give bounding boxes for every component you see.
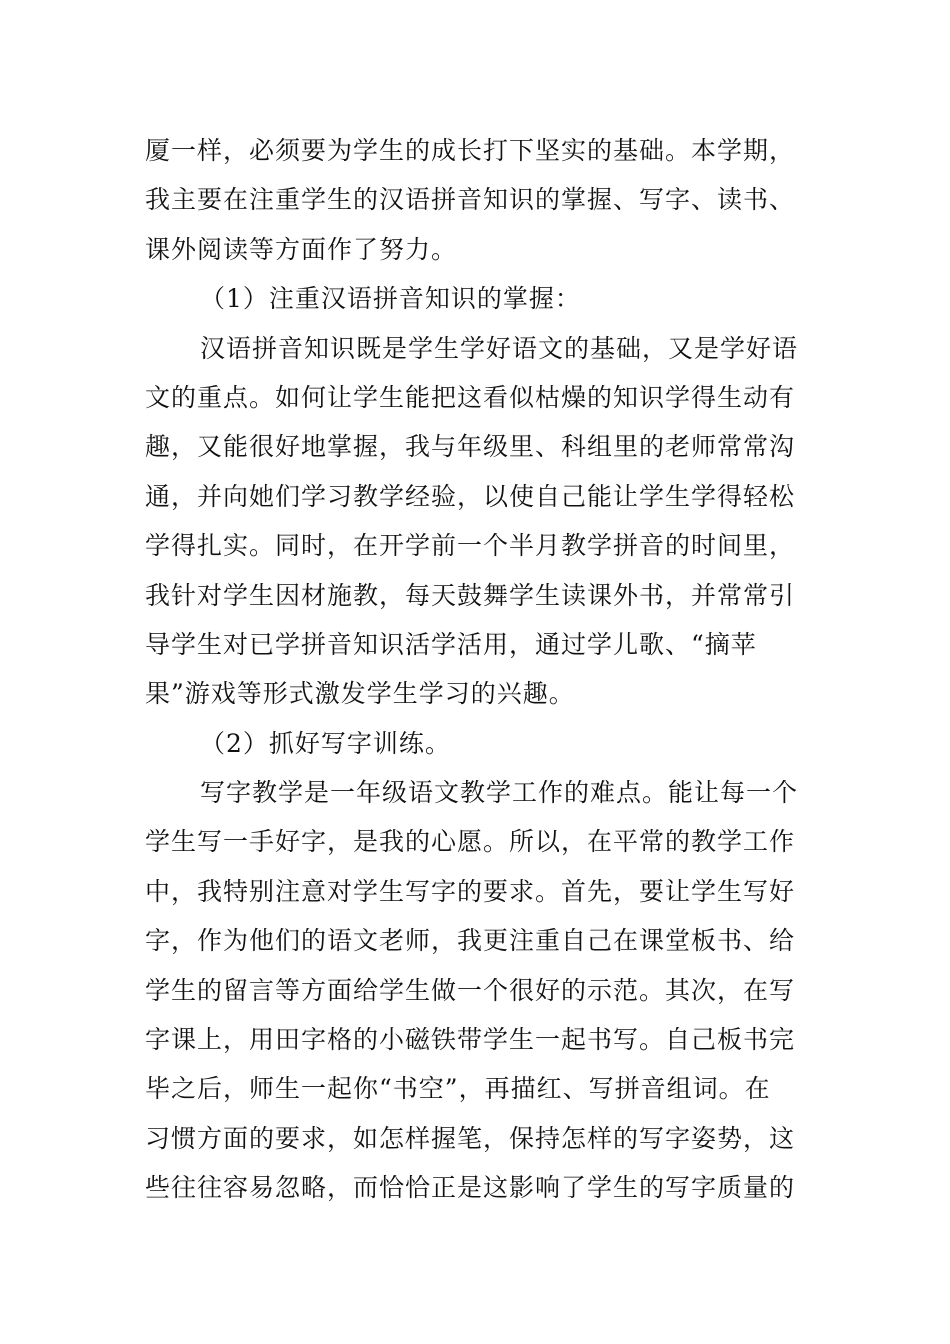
text-line-6: 文的重点。如何让学生能把这看似枯燥的知识学得生动有 bbox=[145, 382, 796, 412]
text-line-5: 汉语拼音知识既是学生学好语文的基础，又是学好语 bbox=[200, 333, 799, 363]
text-line-15: 学生写一手好字，是我的心愿。所以，在平常的教学工作 bbox=[145, 827, 796, 857]
text-line-19: 字课上，用田字格的小磁铁带学生一起书写。自己板书完 bbox=[145, 1025, 796, 1055]
text-line-12: 果”游戏等形式激发学生学习的兴趣。 bbox=[145, 679, 575, 709]
text-line-7: 趣，又能很好地掌握，我与年级里、科组里的老师常常沟 bbox=[145, 432, 796, 462]
text-line-10: 我针对学生因材施教，每天鼓舞学生读课外书，并常常引 bbox=[145, 580, 796, 610]
text-line-20: 毕之后，师生一起你“书空”，再描红、写拼音组词。在 bbox=[145, 1074, 771, 1104]
text-line-11: 导学生对已学拼音知识活学活用，通过学儿歌、“摘苹 bbox=[145, 629, 757, 659]
text-line-18: 学生的留言等方面给学生做一个很好的示范。其次，在写 bbox=[145, 975, 796, 1005]
text-line-3: 课外阅读等方面作了努力。 bbox=[145, 234, 458, 264]
section-heading-1: （1）注重汉语拼音知识的掌握： bbox=[200, 284, 581, 314]
text-line-22: 些往往容易忽略，而恰恰正是这影响了学生的写字质量的 bbox=[145, 1173, 796, 1203]
text-line-14: 写字教学是一年级语文教学工作的难点。能让每一个 bbox=[200, 778, 799, 808]
text-line-17: 字，作为他们的语文老师，我更注重自己在课堂板书、给 bbox=[145, 926, 796, 956]
body-text bbox=[145, 126, 810, 1213]
text-line-1: 厦一样，必须要为学生的成长打下坚实的基础。本学期， bbox=[145, 136, 796, 165]
text-line-8: 通，并向她们学习教学经验，以使自己能让学生学得轻松 bbox=[145, 481, 796, 511]
text-line-9: 学得扎实。同时，在开学前一个半月教学拼音的时间里， bbox=[145, 531, 796, 561]
text-line-16: 中，我特别注意对学生写字的要求。首先，要让学生写好 bbox=[145, 876, 796, 906]
text-line-2: 我主要在注重学生的汉语拼音知识的掌握、写字、读书、 bbox=[145, 185, 796, 215]
text-line-21: 习惯方面的要求，如怎样握笔，保持怎样的写字姿势，这 bbox=[145, 1123, 796, 1153]
section-heading-2: （2）抓好写字训练。 bbox=[200, 728, 451, 758]
